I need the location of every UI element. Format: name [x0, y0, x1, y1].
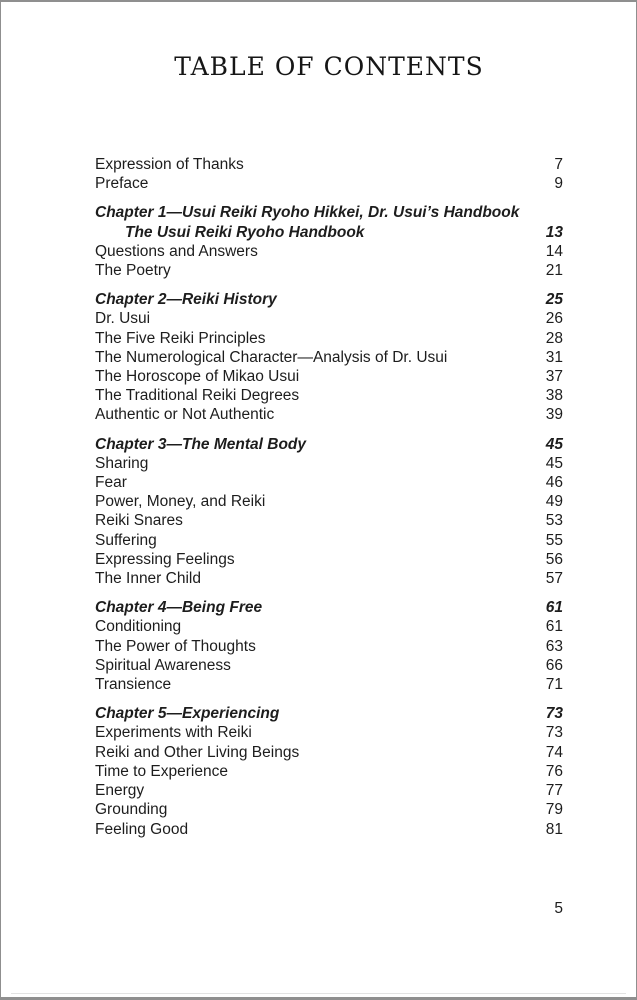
toc-row: [95, 223, 563, 242]
toc-row: [95, 656, 563, 675]
toc-entry-page: 66: [545, 656, 563, 674]
toc-entry-label: Experiments with Reiki: [95, 724, 252, 742]
toc-row: [95, 174, 563, 193]
toc-entry-label: Suffering: [95, 531, 157, 549]
toc-section: [95, 290, 563, 424]
toc-entry-page: 39: [545, 406, 563, 424]
toc-section: [95, 203, 563, 280]
toc-entry-label: Reiki and Other Living Beings: [95, 743, 300, 761]
toc-entry-label: The Usui Reiki Ryoho Handbook: [125, 223, 365, 241]
toc-row: [95, 367, 563, 386]
toc-entry-label: Feeling Good: [95, 820, 189, 838]
toc-entry-page: 73: [545, 724, 563, 742]
toc-entry-page: 28: [545, 329, 563, 347]
toc-entry-page: 79: [545, 801, 563, 819]
toc-row: [95, 820, 563, 839]
toc-entry-label: The Poetry: [95, 262, 171, 280]
toc-entry-label: Chapter 5—Experiencing: [95, 705, 280, 723]
toc-entry-label: The Power of Thoughts: [95, 637, 256, 655]
toc-entry-page: 45: [545, 435, 563, 453]
toc-entry-page: 49: [545, 493, 563, 511]
toc-entry-page: 73: [545, 705, 563, 723]
toc-entry-page: 31: [545, 348, 563, 366]
toc-row: [95, 405, 563, 424]
toc-entry-label: Questions and Answers: [95, 242, 258, 260]
toc-entry-label: Power, Money, and Reiki: [95, 493, 266, 511]
toc-row: [95, 386, 563, 405]
toc-entry-label: Authentic or Not Authentic: [95, 406, 275, 424]
toc-entry-page: 37: [545, 368, 563, 386]
toc-entry-page: 13: [545, 223, 563, 241]
toc-row: [95, 290, 563, 309]
toc-row: [95, 242, 563, 261]
toc-entry-page: 57: [545, 570, 563, 588]
toc-section: [95, 435, 563, 589]
toc-row: [95, 329, 563, 348]
toc-entry-label: Transience: [95, 676, 172, 694]
toc-entry-page: 55: [545, 531, 563, 549]
toc-entry-label: Chapter 3—The Mental Body: [95, 435, 306, 453]
toc-entry-label: Sharing: [95, 454, 149, 472]
toc-entry-label: Reiki Snares: [95, 512, 183, 530]
toc-entry-label: Chapter 4—Being Free: [95, 599, 263, 617]
toc-section: [95, 704, 563, 838]
toc-entry-label: Chapter 1—Usui Reiki Ryoho Hikkei, Dr. Usui’s Handbook: [95, 204, 520, 222]
toc-entry-label: Expressing Feelings: [95, 550, 235, 568]
toc-entry-label: Chapter 2—Reiki History: [95, 291, 277, 309]
toc-row: [95, 309, 563, 328]
toc-row: [95, 203, 563, 222]
toc-entry-label: Time to Experience: [95, 762, 228, 780]
toc-row: [95, 473, 563, 492]
toc-entry-label: The Inner Child: [95, 570, 201, 588]
toc-entry-page: 14: [545, 242, 563, 260]
toc-row: [95, 762, 563, 781]
toc-row: [95, 637, 563, 656]
toc-row: [95, 531, 563, 550]
toc-entry-page: 46: [545, 474, 563, 492]
toc-entry-label: Dr. Usui: [95, 310, 151, 328]
toc-section: [95, 155, 563, 193]
page-number: 5: [554, 900, 563, 917]
toc-entry-label: Preface: [95, 175, 149, 193]
toc-entry-page: 9: [554, 175, 563, 193]
toc-entry-page: 61: [545, 618, 563, 636]
toc-entry-label: The Traditional Reiki Degrees: [95, 387, 300, 405]
toc-entry-page: 21: [545, 262, 563, 280]
toc-section: [95, 598, 563, 694]
toc-entry-label: The Horoscope of Mikao Usui: [95, 368, 300, 386]
toc-row: [95, 598, 563, 617]
table-of-contents: [95, 155, 563, 839]
toc-entry-page: 25: [545, 291, 563, 309]
toc-entry-page: 53: [545, 512, 563, 530]
page-title: TABLE OF CONTENTS: [174, 52, 484, 81]
toc-row: [95, 569, 563, 588]
toc-row: [95, 617, 563, 636]
toc-entry-page: 76: [545, 762, 563, 780]
toc-entry-label: The Numerological Character—Analysis of Dr. Usui: [95, 348, 448, 366]
toc-row: [95, 511, 563, 530]
toc-entry-page: 77: [545, 782, 563, 800]
toc-row: [95, 492, 563, 511]
toc-row: [95, 800, 563, 819]
toc-entry-label: Grounding: [95, 801, 168, 819]
toc-row: [95, 723, 563, 742]
toc-entry-label: Fear: [95, 474, 127, 492]
toc-entry-label: Spiritual Awareness: [95, 656, 231, 674]
toc-row: [95, 155, 563, 174]
toc-entry-label: Conditioning: [95, 618, 182, 636]
toc-row: [95, 435, 563, 454]
toc-row: [95, 743, 563, 762]
toc-entry-label: Expression of Thanks: [95, 156, 244, 173]
toc-entry-page: 38: [545, 387, 563, 405]
toc-entry-page: 74: [545, 743, 563, 761]
toc-row: [95, 704, 563, 723]
toc-entry-page: 7: [554, 156, 563, 173]
toc-entry-page: 45: [545, 454, 563, 472]
book-page-content: [95, 0, 563, 839]
toc-entry-label: Energy: [95, 782, 145, 800]
toc-entry-page: 26: [545, 310, 563, 328]
toc-row: [95, 454, 563, 473]
toc-entry-page: 81: [545, 820, 563, 838]
toc-row: [95, 348, 563, 367]
toc-row: [95, 675, 563, 694]
toc-entry-page: 61: [545, 599, 563, 617]
toc-entry-page: 71: [545, 676, 563, 694]
toc-row: [95, 781, 563, 800]
toc-row: [95, 550, 563, 569]
toc-entry-page: 56: [545, 550, 563, 568]
toc-row: [95, 261, 563, 280]
toc-entry-page: 63: [545, 637, 563, 655]
toc-entry-label: The Five Reiki Principles: [95, 329, 266, 347]
